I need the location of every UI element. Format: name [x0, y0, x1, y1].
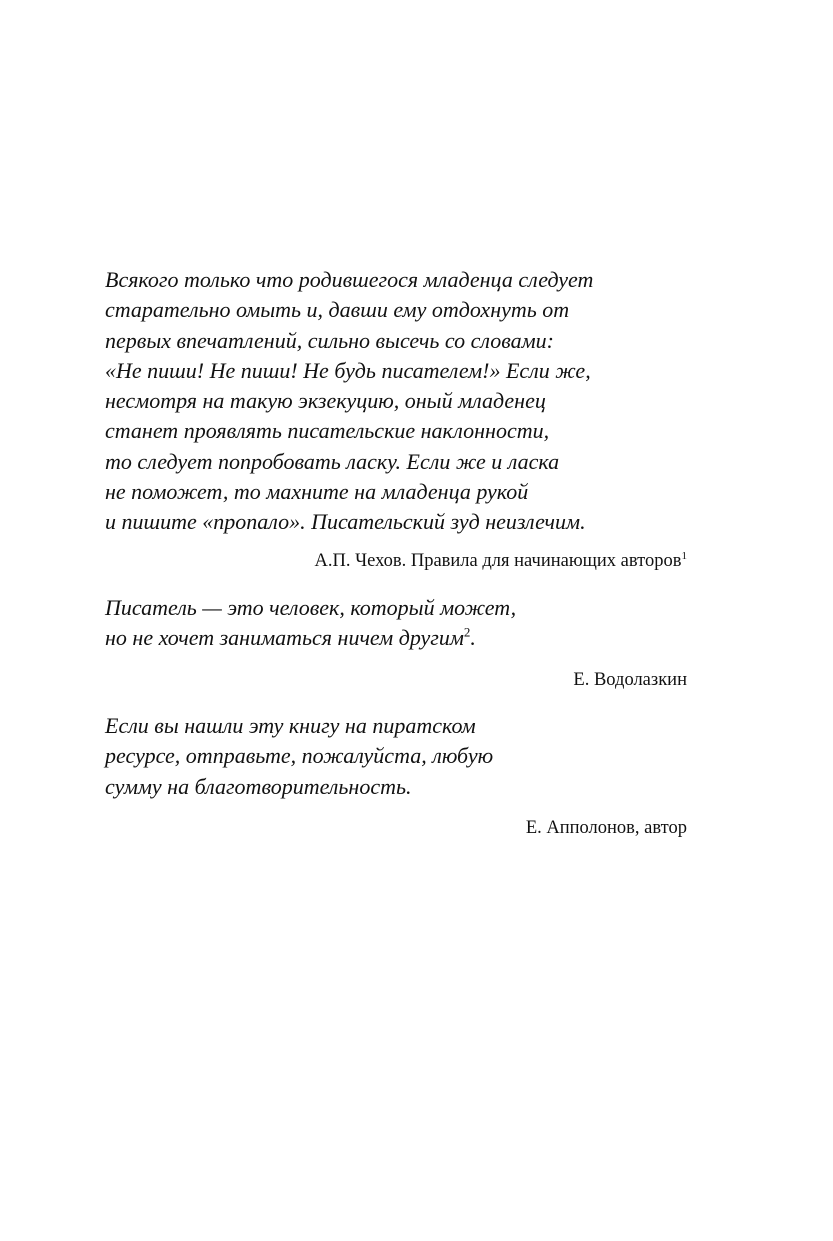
- epigraph-quote: [105, 711, 687, 802]
- quote-line: несмотря на такую экзекуцию, оный младенец: [105, 388, 546, 414]
- quote-line: [105, 623, 687, 653]
- quote-line: сумму на благотворительность.: [105, 773, 412, 799]
- quote-line: «Не пиши! Не пиши! Не будь писателем!» Если же,: [105, 357, 591, 383]
- attribution-text: А.П. Чехов. Правила для начинающих авторов: [314, 550, 682, 571]
- footnote-marker[interactable]: 2: [463, 624, 471, 640]
- quote-line-text: но не хочет заниматься ничем другим: [105, 625, 464, 651]
- epigraph-attribution: Е. Апполонов, автор: [525, 817, 687, 838]
- quote-line-suffix: .: [470, 625, 476, 651]
- quote-line: не поможет, то махните на младенца рукой: [105, 479, 529, 505]
- footnote-marker[interactable]: 1: [681, 549, 687, 562]
- quote-line: Писатель — это человек, который может,: [105, 595, 517, 620]
- epigraph-quote: [105, 593, 687, 654]
- quote-line: то следует попробовать ласку. Если же и ласка: [105, 448, 560, 474]
- quote-line: ресурсе, отправьте, пожалуйста, любую: [105, 743, 494, 769]
- quote-line: первых впечатлений, сильно высечь со словами:: [105, 327, 555, 353]
- quote-line: станет проявлять писательские наклонности,: [105, 418, 550, 444]
- epigraph-attribution: Е. Водолазкин: [573, 669, 687, 690]
- epigraph-vodolazkin: [105, 593, 687, 692]
- epigraph-chekhov: [105, 265, 687, 573]
- epigraph-apollonov: [105, 711, 687, 840]
- quote-line: Всякого только что родившегося младенца следует: [105, 267, 594, 292]
- epigraph-quote: [105, 265, 687, 538]
- quote-line: старательно омыть и, давши ему отдохнуть от: [105, 297, 570, 323]
- quote-line: и пишите «пропало». Писательский зуд неизлечим.: [105, 509, 586, 535]
- epigraph-attribution: [105, 549, 687, 573]
- quote-line: Если вы нашли эту книгу на пиратском: [105, 713, 476, 738]
